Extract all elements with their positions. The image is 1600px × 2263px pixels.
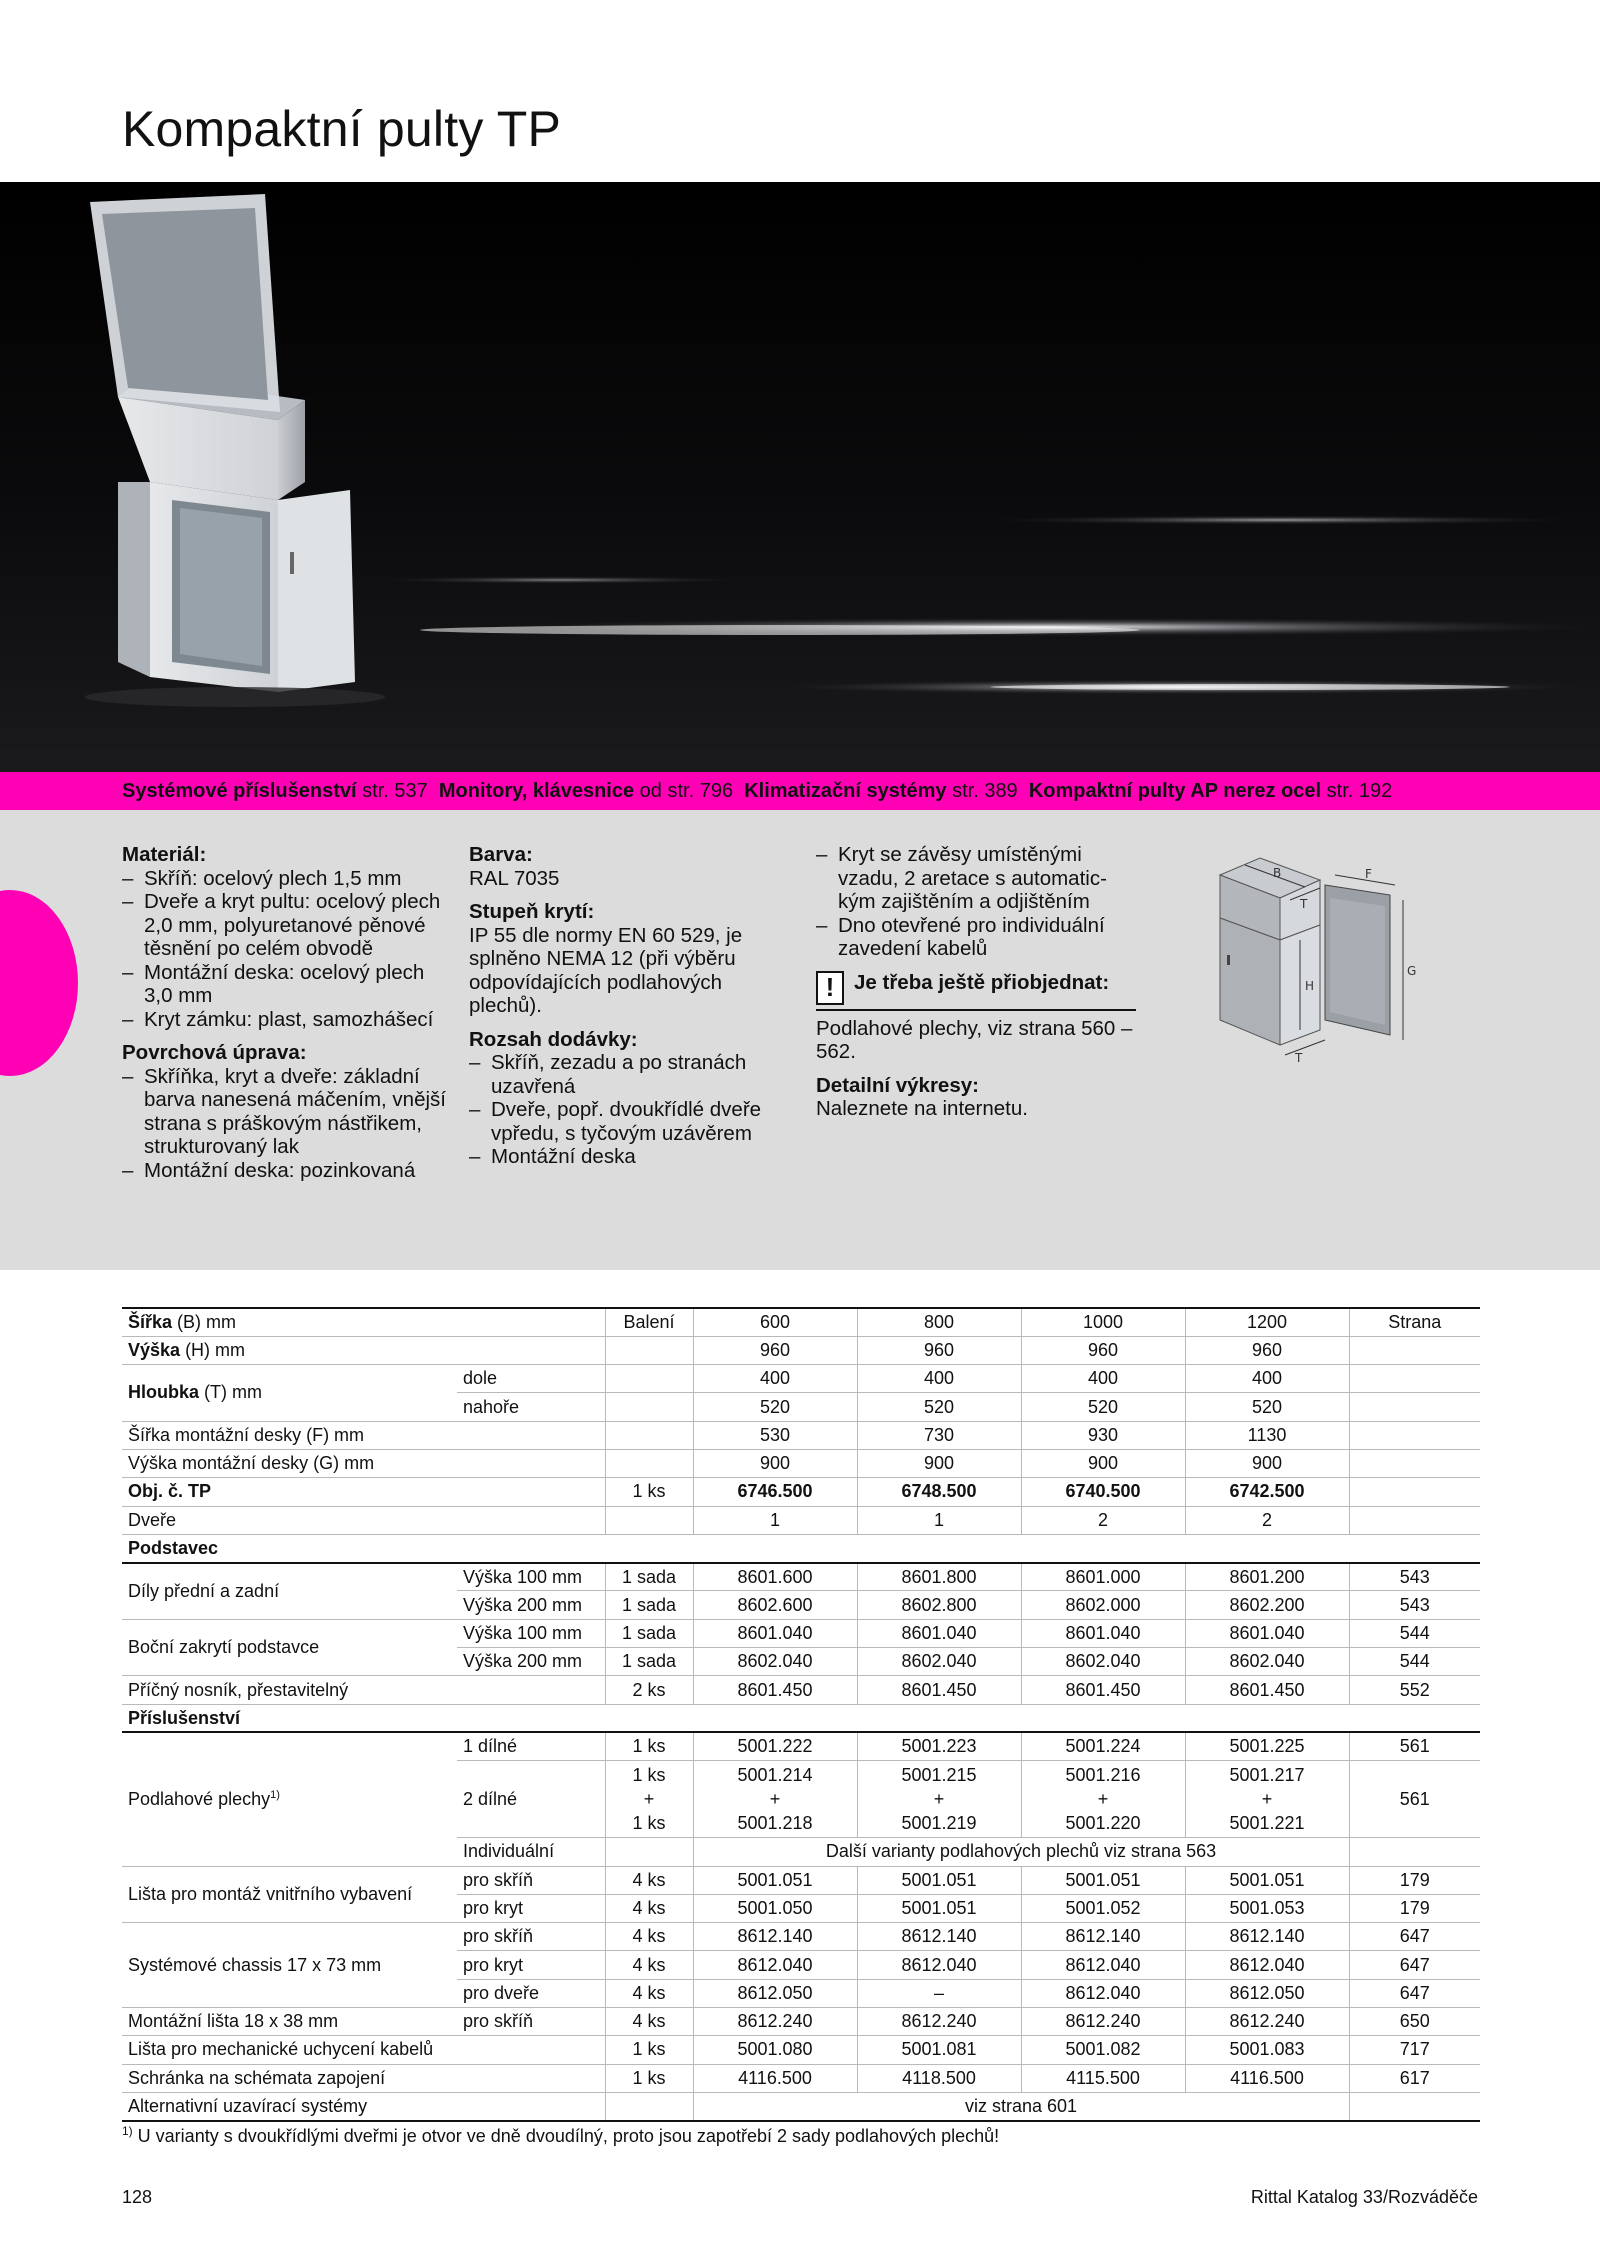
table-cell: Výška 100 mm [457,1619,605,1647]
width-800: 800 [857,1308,1021,1336]
table-cell: 8612.140 [1185,1923,1349,1951]
table-cell: 5001.052 [1021,1894,1185,1922]
page-ref[interactable]: 544 [1349,1648,1480,1676]
table-cell: 5001.081 [857,2036,1021,2064]
list-item: – Montážní deska: ocelový plech 3,0 mm [122,961,452,1008]
table-cell: 8612.050 [693,1979,857,2007]
page-number: 128 [122,2187,153,2207]
table-cell: 5001.214 + 5001.218 [693,1761,857,1838]
table-cell: 8601.450 [1185,1676,1349,1704]
product-table [122,1307,1480,2122]
table-cell: 8601.040 [1185,1619,1349,1647]
table-row-depth-lower [122,1365,1480,1393]
table-cell: 1 ks [605,1732,693,1760]
table-cell: 960 [693,1336,857,1364]
table-cell: 5001.223 [857,1732,1021,1760]
table-row [122,2064,1480,2092]
table-cell: 8601.800 [857,1563,1021,1591]
model-label: Obj. č. TP [122,1478,605,1506]
table-cell: 4 ks [605,1979,693,2007]
material-list [122,867,452,1032]
chassis-label: Systémové chassis 17 x 73 mm [122,1923,457,2008]
table-cell: 8612.240 [857,2008,1021,2036]
table-cell: 5001.083 [1185,2036,1349,2064]
plate-height-label: Výška montážní desky (G) mm [122,1449,605,1477]
table-cell: 8602.040 [1021,1648,1185,1676]
table-cell: pro dveře [457,1979,605,2007]
table-cell: 5001.051 [857,1894,1021,1922]
depth-label-bold: Hloubka [128,1382,200,1403]
table-cell: 1 [857,1506,1021,1534]
protection-heading: Stupeň krytí: [469,900,595,923]
table-row [122,1866,1480,1894]
table-cell: 1 ks [605,1478,693,1506]
section-header-plinth [122,1534,1480,1562]
table-cell: 400 [1185,1365,1349,1393]
table-cell: 8601.600 [693,1563,857,1591]
table-cell: 930 [1021,1421,1185,1449]
page-ref[interactable]: 717 [1349,2036,1480,2064]
page-ref[interactable]: 647 [1349,1923,1480,1951]
table-cell: 1 sada [605,1563,693,1591]
table-cell: 730 [857,1421,1021,1449]
table-cell: 900 [1021,1449,1185,1477]
table-cell: 1 sada [605,1648,693,1676]
drawings-text: Naleznete na internetu. [816,1097,1028,1120]
page-ref[interactable]: 647 [1349,1979,1480,2007]
table-row [122,2036,1480,2064]
width-label: (B) mm [172,1311,237,1332]
ref-climate-systems[interactable]: Klimatizační systémy str. 389 [744,780,1018,802]
cross-member-label: Příčný nosník, přestavitelný [122,1676,605,1704]
table-cell: 8601.040 [693,1619,857,1647]
table-cell: 8612.040 [1021,1979,1185,2007]
spec-column-color [469,843,799,1169]
table-cell: 900 [1185,1449,1349,1477]
catalog-name: Rittal Katalog 33/Rozváděče [1250,2187,1478,2207]
table-cell: 8601.040 [857,1619,1021,1647]
label-h: H [1305,979,1315,993]
width-600: 600 [693,1308,857,1336]
footnote: $^{1)}$ U varianty s dvoukřídlými dveřmi je otvor ve dně dvoudílný, proto jsou zapotřebí 2 sady podlahových plechů! [122,2124,1000,2146]
table-cell: 8612.140 [693,1923,857,1951]
table-row [122,2092,1480,2120]
table-cell: 1 dílné [457,1732,605,1760]
table-row-model [122,1478,1480,1506]
table-cell: 5001.222 [693,1732,857,1760]
table-cell: 8601.450 [1021,1676,1185,1704]
list-item: – Kryt zámku: plast, samozhášecí [122,1008,452,1032]
width-label-bold: Šířka [128,1311,173,1332]
spec-column-material [122,843,452,1182]
table-cell: 8612.140 [857,1923,1021,1951]
table-cell: Individuální [457,1838,605,1866]
table-row-height [122,1336,1480,1364]
table-cell: 5001.224 [1021,1732,1185,1760]
table-cell: 8602.800 [857,1591,1021,1619]
depth-upper-label: nahoře [457,1393,605,1421]
table-cell: 8601.040 [1021,1619,1185,1647]
table-cell: 4116.500 [1185,2064,1349,2092]
table-row [122,1676,1480,1704]
table-cell: 8601.450 [857,1676,1021,1704]
table-cell: pro skříň [457,2008,605,2036]
table-cell: 5001.225 [1185,1732,1349,1760]
table-cell: 8602.200 [1185,1591,1349,1619]
mount-rail-label: Montážní lišta 18 x 38 mm [122,2008,457,2036]
table-cell: 520 [693,1393,857,1421]
table-cell: 5001.217 + 5001.221 [1185,1761,1349,1838]
list-item: – Skříňka, kryt a dveře: základní barva nanesená máčením, vnější strana s práškovým nástřikem, strukturovaný lak [122,1065,452,1159]
plinth-heading: Podstavec [122,1534,1480,1562]
table-cell: 1 ks [605,2036,693,2064]
table-cell: 520 [1021,1393,1185,1421]
surface-heading: Povrchová úprava: [122,1041,307,1064]
table-cell: 1 ks + 1 ks [605,1761,693,1838]
spec-column-features [816,843,1136,1121]
table-cell: 8602.000 [1021,1591,1185,1619]
table-cell: Výška 200 mm [457,1591,605,1619]
table-cell: 8612.050 [1185,1979,1349,2007]
table-cell: 4 ks [605,1951,693,1979]
table-cell: 4118.500 [857,2064,1021,2092]
page-ref[interactable]: 561 [1349,1732,1480,1760]
table-row [122,1923,1480,1951]
drawings-heading: Detailní výkresy: [816,1073,979,1097]
model-number[interactable]: 6740.500 [1021,1478,1185,1506]
table-cell: 1 sada [605,1619,693,1647]
table-row [122,1619,1480,1647]
table-cell: 520 [857,1393,1021,1421]
page-ref[interactable]: 561 [1349,1761,1480,1838]
depth-lower-label: dole [457,1365,605,1393]
page-ref[interactable]: 543 [1349,1563,1480,1591]
table-cell: pro kryt [457,1894,605,1922]
table-cell: 8612.140 [1021,1923,1185,1951]
doc-pocket-label: Schránka na schémata zapojení [122,2064,605,2092]
cross-reference-bar [0,772,1600,810]
label-t-upper: T [1300,897,1308,911]
table-cell: 5001.051 [693,1866,857,1894]
table-cell: 1 ks [605,2064,693,2092]
side-trim-label: Boční zakrytí podstavce [122,1619,457,1676]
table-row [122,1732,1480,1760]
table-row-width [122,1308,1480,1336]
table-cell: viz strana 601 [693,2092,1349,2120]
color-value: RAL 7035 [469,866,560,890]
table-cell: 5001.051 [1021,1866,1185,1894]
pack-header: Balení [605,1308,693,1336]
label-g: G [1407,964,1417,978]
table-cell: 2 dílné [457,1761,605,1838]
table-cell: 960 [1021,1336,1185,1364]
table-cell: 8602.600 [693,1591,857,1619]
table-cell: 900 [857,1449,1021,1477]
table-cell: Výška 200 mm [457,1648,605,1676]
table-cell: 4115.500 [1021,2064,1185,2092]
table-cell: 900 [693,1449,857,1477]
ref-compact-consoles-ap[interactable]: Kompaktní pulty AP nerez ocel str. 192 [1028,780,1393,802]
table-cell: 4116.500 [693,2064,857,2092]
table-cell: 5001.051 [857,1866,1021,1894]
model-number[interactable]: 6742.500 [1185,1478,1349,1506]
front-rear-label: Díly přední a zadní [122,1563,457,1620]
table-cell: – [857,1979,1021,2007]
product-photo [0,182,1600,772]
alt-locks-label: Alternativní uzavírací systémy [122,2092,605,2120]
table-cell: 5001.215 + 5001.219 [857,1761,1021,1838]
list-item: – Dveře, popř. dvoukřídlé dveře vpředu, s tyčovým uzávěrem [469,1098,799,1145]
table-cell: 520 [1185,1393,1349,1421]
features-list [816,843,1136,961]
ref-system-accessories[interactable]: Systémové příslušenství str. 537 [122,780,428,802]
table-cell: 530 [693,1421,857,1449]
width-1000: 1000 [1021,1308,1185,1336]
accessories-heading: Příslušenství [122,1704,1480,1732]
table-row-doors [122,1506,1480,1534]
supply-heading: Rozsah dodávky: [469,1027,638,1051]
cable-rail-label: Lišta pro mechanické uchycení kabelů [122,2036,605,2064]
label-t-lower: T [1295,1051,1303,1065]
width-1200: 1200 [1185,1308,1349,1336]
page-ref[interactable]: 552 [1349,1676,1480,1704]
table-cell: Výška 100 mm [457,1563,605,1591]
page-ref[interactable]: 544 [1349,1619,1480,1647]
ref-monitors-keyboards[interactable]: Monitory, klávesnice od str. 796 [438,780,734,802]
table-cell: pro skříň [457,1866,605,1894]
table-cell: 8602.040 [693,1648,857,1676]
label-b: B [1273,866,1282,880]
depth-label: (T) mm [199,1382,262,1403]
page-ref[interactable]: 543 [1349,1591,1480,1619]
table-cell: 4 ks [605,2008,693,2036]
model-number[interactable]: 6748.500 [857,1478,1021,1506]
order-also-text: Podlahové plechy, viz strana 560 – 562. [816,1016,1133,1063]
table-cell: 5001.080 [693,2036,857,2064]
list-item: – Skříň, zezadu a po stranách uzavřená [469,1051,799,1098]
list-item: – Dveře a kryt pultu: ocelový plech 2,0 mm, polyuretanové pěnové těsnění po celém obvodě [122,890,452,961]
table-cell: 8602.040 [1185,1648,1349,1676]
section-header-accessories [122,1704,1480,1732]
table-cell: 8602.040 [857,1648,1021,1676]
page-ref[interactable]: 647 [1349,1951,1480,1979]
surface-list [122,1065,452,1183]
page-ref[interactable]: 179 [1349,1894,1480,1922]
table-cell: 8612.040 [857,1951,1021,1979]
table-cell: 400 [857,1365,1021,1393]
order-also-note [816,971,1136,1011]
page-ref[interactable]: 650 [1349,2008,1480,2036]
table-cell: 5001.216 + 5001.220 [1021,1761,1185,1838]
list-item: – Montážní deska: pozinkovaná [122,1159,452,1183]
table-cell: 400 [693,1365,857,1393]
protection-text: IP 55 dle normy EN 60 529, je splněno NEMA 12 (při výběru odpovídajících podlahových plechů). [469,923,743,1017]
supply-list [469,1051,799,1169]
doors-label: Dveře [122,1506,605,1534]
table-cell: 8601.000 [1021,1563,1185,1591]
page-ref[interactable]: 179 [1349,1866,1480,1894]
warning-icon: ! [816,971,844,1005]
table-row-plate-height [122,1449,1480,1477]
page-header: Strana [1349,1308,1480,1336]
table-cell: 5001.082 [1021,2036,1185,2064]
table-cell: 4 ks [605,1894,693,1922]
table-cell: 2 [1021,1506,1185,1534]
table-cell: 5001.050 [693,1894,857,1922]
list-item: – Skříň: ocelový plech 1,5 mm [122,867,452,891]
table-row [122,1563,1480,1591]
height-label: (H) mm [180,1339,246,1360]
table-cell: 400 [1021,1365,1185,1393]
order-also-heading: Je třeba ještě přiobjednat: [854,970,1110,994]
table-cell: 8612.240 [1021,2008,1185,2036]
table-cell: 8601.200 [1185,1563,1349,1591]
page-title: Kompaktní pulty TP [122,101,562,157]
table-cell: 960 [1185,1336,1349,1364]
table-row-plate-width [122,1421,1480,1449]
material-heading: Materiál: [122,843,207,866]
table-cell: 8612.040 [1021,1951,1185,1979]
table-cell: 5001.051 [1185,1866,1349,1894]
height-label-bold: Výška [128,1339,181,1360]
table-cell: 4 ks [605,1866,693,1894]
table-cell: 8612.240 [693,2008,857,2036]
table-cell: pro skříň [457,1923,605,1951]
page-ref[interactable]: 617 [1349,2064,1480,2092]
dimension-diagram [1195,840,1455,1090]
table-cell: 4 ks [605,1923,693,1951]
table-cell: 1 sada [605,1591,693,1619]
table-cell: Další varianty podlahových plechů viz strana 563 [693,1838,1349,1866]
rail-interior-label: Lišta pro montáž vnitřního vybavení [122,1866,457,1923]
model-number[interactable]: 6746.500 [693,1478,857,1506]
table-cell: 2 ks [605,1676,693,1704]
table-cell: 960 [857,1336,1021,1364]
label-f: F [1365,867,1372,881]
plate-width-label: Šířka montážní desky (F) mm [122,1421,605,1449]
list-item: – Kryt se závěsy umístěnými vzadu, 2 aretace s automatic-kým zajištěním a odjištěním [816,843,1136,914]
table-cell: 8612.040 [1185,1951,1349,1979]
floor-plates-label: Podlahové plechy$^{1)}$ [122,1732,457,1866]
table-cell: 1130 [1185,1421,1349,1449]
list-item: – Montážní deska [469,1145,799,1169]
table-cell: 5001.053 [1185,1894,1349,1922]
table-cell: 8612.040 [693,1951,857,1979]
table-cell: 8612.240 [1185,2008,1349,2036]
table-cell: 1 [693,1506,857,1534]
table-cell: pro kryt [457,1951,605,1979]
list-item: – Dno otevřené pro individuální zavedení kabelů [816,914,1136,961]
table-cell: 2 [1185,1506,1349,1534]
color-heading: Barva: [469,843,533,866]
table-cell: 8601.450 [693,1676,857,1704]
table-row [122,2008,1480,2036]
